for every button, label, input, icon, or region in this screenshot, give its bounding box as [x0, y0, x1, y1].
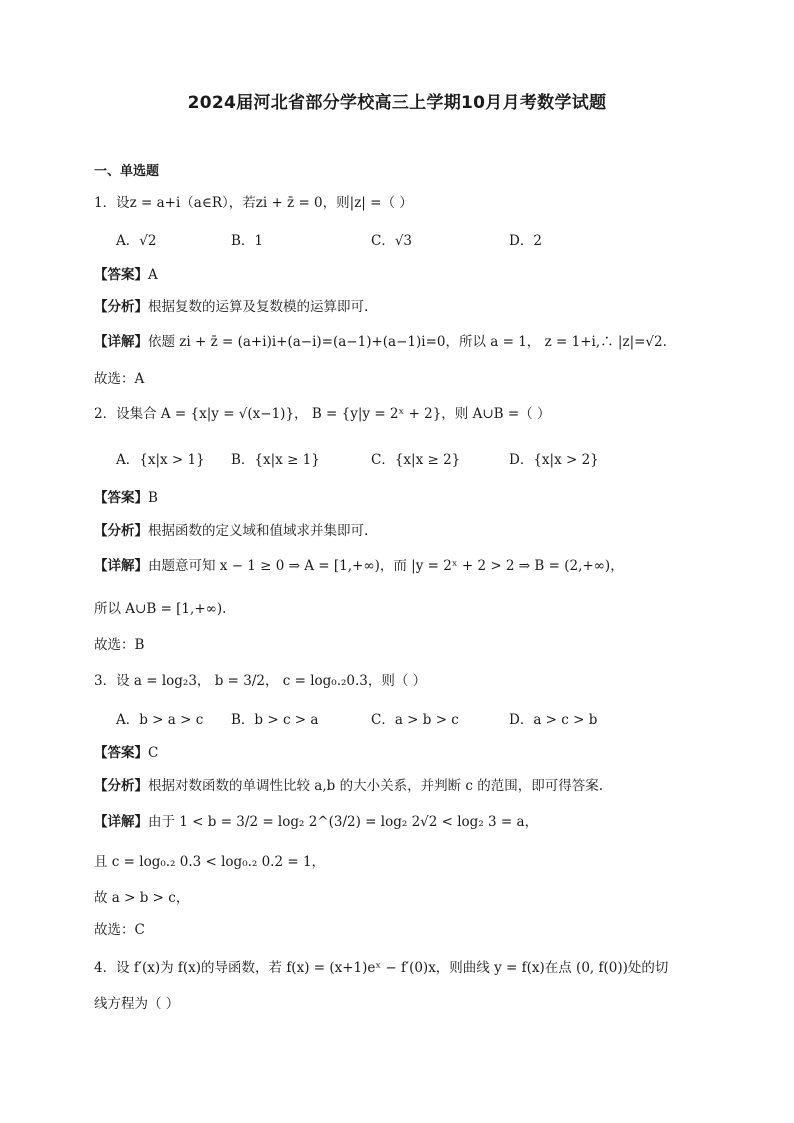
analysis-text: 根据复数的运算及复数模的运算即可.: [148, 299, 369, 315]
answer-value: C: [148, 745, 159, 761]
question-3-answer: [94, 743, 158, 763]
detail-text: 依题 zi + z̄ = (a+i)i+(a−i)=(a−1)+(a−1)i=0，所以 a = 1， z = 1+i,∴ |z|=√2.: [148, 334, 667, 350]
question-3-options: [116, 710, 716, 730]
question-2-detail-cont: 所以 A∪B = [1,+∞).: [94, 601, 227, 617]
analysis-tag: 【分析】: [94, 523, 148, 539]
option-c: C．{x|x ≥ 2}: [371, 452, 461, 468]
question-3-detail-3: 故 a > b > c，: [94, 890, 190, 906]
analysis-text: 根据对数函数的单调性比较 a,b 的大小关系，并判断 c 的范围，即可得答案.: [148, 778, 603, 794]
question-2-conclusion: 故选：B: [94, 637, 145, 653]
option-d: D．a > c > b: [509, 712, 598, 728]
analysis-tag: 【分析】: [94, 778, 148, 794]
question-2-detail: [94, 556, 624, 576]
analysis-text: 根据函数的定义域和值域求并集即可.: [148, 523, 369, 539]
question-2-answer: [94, 488, 158, 508]
question-2-analysis: [94, 521, 368, 541]
question-1-options: [116, 231, 716, 251]
question-2-stem: 2．设集合 A = {x|y = √(x−1)}， B = {y|y = 2ˣ + 2}，则 A∪B =（ ）: [94, 406, 551, 422]
question-1-analysis: [94, 297, 368, 317]
option-c: C．a > b > c: [371, 712, 459, 728]
detail-text: 由题意可知 x − 1 ≥ 0 ⇒ A = [1,+∞)，而 |y = 2ˣ + 2 > 2 ⇒ B = (2,+∞)，: [148, 558, 624, 574]
answer-tag: 【答案】: [94, 490, 148, 506]
question-1-detail: [94, 332, 667, 352]
question-3-analysis: [94, 776, 603, 796]
option-b: B．b > c > a: [231, 712, 319, 728]
question-3-conclusion: 故选：C: [94, 922, 145, 938]
question-1-stem: 1．设z = a+i（a∈R），若zi + z̄ = 0，则|z| =（ ）: [94, 195, 413, 211]
question-1-answer: [94, 265, 158, 285]
option-b: B．{x|x ≥ 1}: [231, 452, 320, 468]
option-a: A．√2: [116, 233, 157, 249]
option-b: B．1: [231, 233, 264, 249]
option-a: A．{x|x > 1}: [116, 452, 205, 468]
analysis-tag: 【分析】: [94, 299, 148, 315]
question-4-stem: 4．设 f′(x)为 f(x)的导函数，若 f(x) = (x+1)eˣ − f′(0)x，则曲线 y = f(x)在点 (0, f(0))处的切: [94, 960, 669, 976]
option-d: D．{x|x > 2}: [509, 452, 599, 468]
question-2-options: [116, 450, 716, 470]
question-3-detail-2: 且 c = log₀.₂ 0.3 < log₀.₂ 0.2 = 1，: [94, 854, 326, 870]
option-c: C．√3: [371, 233, 413, 249]
option-a: A．b > a > c: [116, 712, 204, 728]
answer-tag: 【答案】: [94, 745, 148, 761]
question-3-detail: [94, 812, 538, 832]
detail-text: 由于 1 < b = 3/2 = log₂ 2^(3/2) = log₂ 2√2 < log₂ 3 = a，: [148, 814, 539, 830]
question-3-stem: 3．设 a = log₂3， b = 3/2， c = log₀.₂0.3，则（ ）: [94, 673, 427, 689]
section-heading: 一、单选题: [94, 164, 160, 179]
option-d: D．2: [509, 233, 542, 249]
page-title: 2024届河北省部分学校高三上学期10月月考数学试题: [187, 93, 607, 113]
answer-value: B: [148, 490, 158, 506]
detail-tag: 【详解】: [94, 814, 148, 830]
answer-value: A: [148, 267, 158, 283]
question-1-conclusion: 故选：A: [94, 371, 145, 387]
question-4-stem-cont: 线方程为（ ）: [94, 996, 180, 1012]
detail-tag: 【详解】: [94, 334, 148, 350]
detail-tag: 【详解】: [94, 558, 148, 574]
answer-tag: 【答案】: [94, 267, 148, 283]
